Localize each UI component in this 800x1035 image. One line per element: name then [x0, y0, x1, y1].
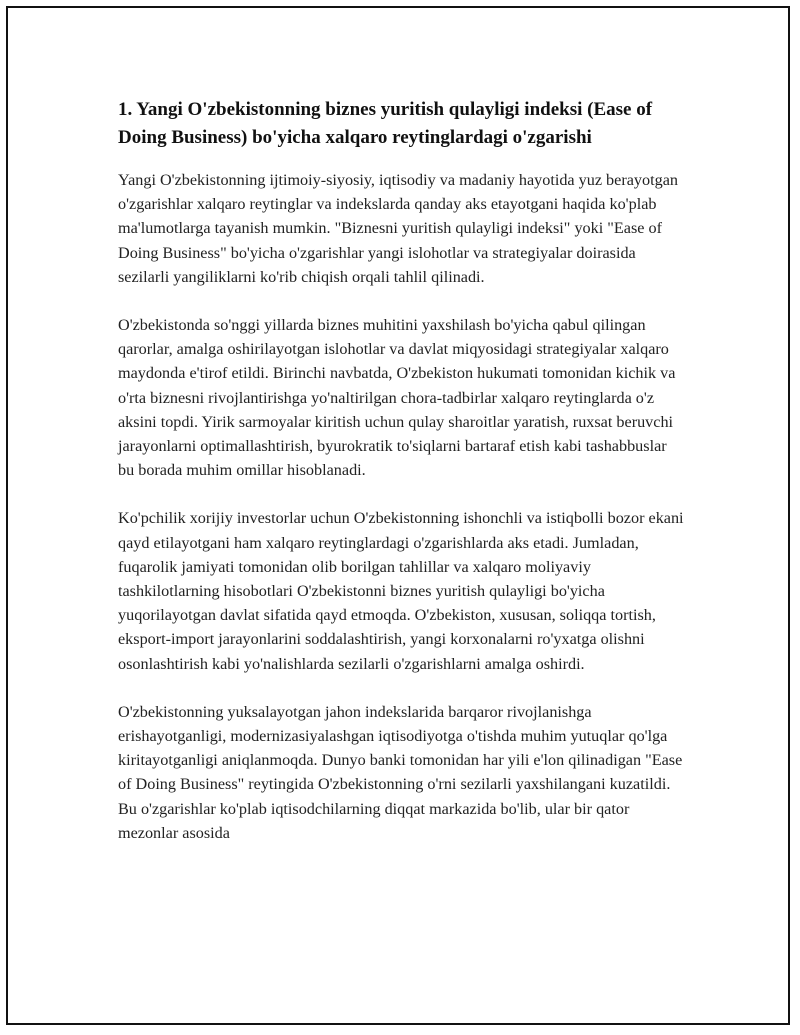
- paragraph-4: O'zbekistonning yuksalayotgan jahon indekslarida barqaror rivojlanishga erishayotganligi, modernizasiyalashgan iqtisodiyotga o'tishda muhim yutuqlar qo'lga kiritayotganligi aniqlanmoqda. Dunyo banki tomonidan har yili e'lon qilinadigan "Ease of Doing Business" reytingida O'zbekistonning o'rni sezilarli yaxshilangani kuzatildi. Bu o'zgarishlar ko'plab iqtisodchilarning diqqat markazida bo'lib, ular bir qator mezonlar asosida: [118, 702, 683, 842]
- paragraph-2: O'zbekistonda so'nggi yillarda biznes muhitini yaxshilash bo'yicha qabul qilingan qarorlar, amalga oshirilayotgan islohotlar va davlat miqyosidagi strategiyalar xalqaro maydonda e'tirof etildi. Birinchi navbatda, O'zbekiston hukumati tomonidan kichik va o'rta biznesni rivojlantirishga yo'naltirilgan chora-tadbirlar xalqaro reytinglarda o'z aksini topdi. Yirik sarmoyalar kiritish uchun qulay sharoitlar yaratish, ruxsat beruvchi jarayonlarni optimallashtirish, byurokratik to'siqlarni bartaraf etish kabi tashabbuslar bu borada muhim omillar hisoblanadi.: [118, 316, 676, 480]
- paragraph-3: Ko'pchilik xorijiy investorlar uchun O'zbekistonning ishonchli va istiqbolli bozor ekani qayd etilayotgani ham xalqaro reytinglardagi o'zgarishlarda aks etadi. Jumladan, fuqarolik jamiyati tomonidan olib borilgan tahlillar va xalqaro moliyaviy tashkilotlarning hisobotlari O'zbekistonni biznes yuritish qulayligi bo'yicha yuqorilayotgan davlat sifatida qayd etmoqda. O'zbekiston, xususan, soliqqa tortish, eksport-import jarayonlarini soddalashtirish, yangi korxonalarni ro'yxatga olishni osonlashtirish kabi yo'nalishlarda sezilarli o'zgarishlarni amalga oshirdi.: [118, 509, 684, 673]
- document-body: [118, 96, 684, 869]
- paragraph-1: Yangi O'zbekistonning ijtimoiy-siyosiy, iqtisodiy va madaniy hayotida yuz berayotgan o'zgarishlar xalqaro reytinglar va indekslarda qanday aks etayotgani haqida ko'plab ma'lumotlarga tayanish mumkin. "Biznesni yuritish qulayligi indeksi" yoki "Ease of Doing Business" bo'yicha o'zgarishlar yangi islohotlar va strategiyalar doirasida sezilarli yangiliklarni ko'rib chiqish orqali tahlil qilinadi.: [118, 171, 678, 286]
- section-heading: 1. Yangi O'zbekistonning biznes yuritish qulayligi indeksi (Ease of Doing Business) bo'yicha xalqaro reytinglardagi o'zgarishi: [118, 99, 653, 148]
